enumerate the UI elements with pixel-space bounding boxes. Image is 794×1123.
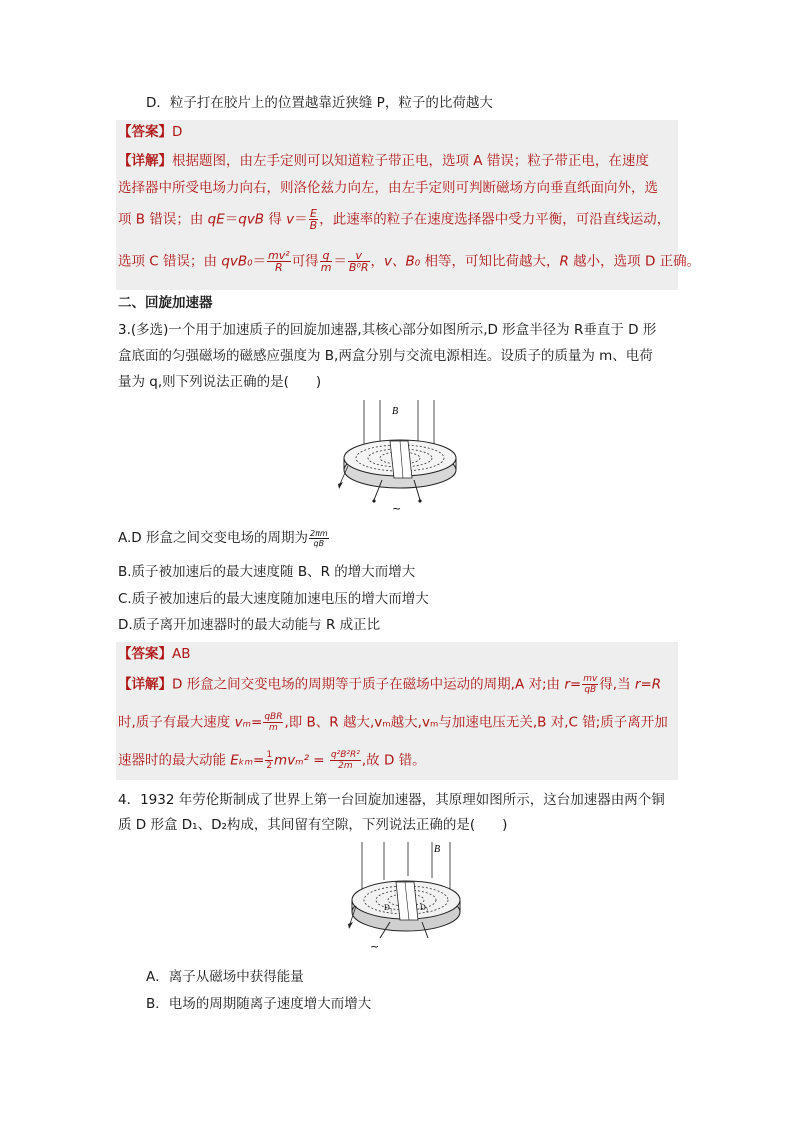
figure-label-b: B: [434, 844, 441, 855]
q3-option-b: B.质子被加速后的最大速度随 B、R 的增大而增大: [118, 564, 416, 580]
answer-1: [118, 122, 182, 142]
q3-option-a: A.D 形盒之间交变电场的周期为 $\frac{2\pi m}{qB}$: [118, 528, 328, 548]
q4-line-1: 4．1932 年劳伦斯制成了世界上第一台回旋加速器，其原理如图所示，这台加速器由两个铜: [118, 792, 665, 808]
figure-label-b: B: [392, 406, 399, 417]
q3-option-d: D.质子离开加速器时的最大动能与 R 成正比: [118, 617, 381, 633]
explain-2-line-1: 【详解】D 形盒之间交变电场的周期等于质子在磁场中运动的周期,A 对;由 r= $\frac{mv}{qB}$ 得,当 r=R: [118, 674, 662, 695]
q4-option-b: B．电场的周期随离子速度增大而增大: [146, 996, 372, 1012]
ac-symbol: ~: [370, 940, 380, 953]
answer-tag: 【答案】: [118, 124, 172, 140]
cyclotron-figure-2: [340, 838, 472, 954]
explain-2-line-3: 速器时的最大动能 Eₖₘ= $\frac{1}{2}$ mvₘ² = $\frac{\text{q²B²R²}}{2m}$ ,故 D 错。: [118, 750, 426, 771]
fraction: $\frac{2\pi m}{qB}$: [309, 528, 328, 548]
fraction: $\frac{E}{B}$: [309, 207, 318, 232]
explain-1-line-4: 选项 C 错误；由 qvB₀＝ $\frac{\text{mv²}}{R}$ 可得 $\frac{q}{m}$ ＝ $\frac{v}{\text{B⁰R}}$ ，v、B₀ 相等，可知比荷越大，R 越小，选项 D 正确。: [118, 249, 701, 274]
fraction: $\frac{\text{q²B²R²}}{2m}$: [330, 750, 360, 771]
q3-option-c: C.质子被加速后的最大速度随加速电压的增大而增大: [118, 591, 429, 607]
explain-1-line-1: 【详解】根据题图，由左手定则可以知道粒子带正电，选项 A 错误；粒子带正电，在速度: [118, 153, 649, 169]
fraction: $\frac{v}{\text{B⁰R}}$: [348, 249, 369, 274]
explain-1-line-2: 选择器中所受电场力向右，则洛伦兹力向左，由左手定则可判断磁场方向垂直纸面向外，选: [118, 180, 658, 196]
answer-band-1: [116, 120, 701, 290]
fraction: $\frac{1}{2}$: [266, 750, 273, 771]
section-title: 二、回旋加速器: [118, 295, 213, 311]
q3-line-1: 3.(多选)一个用于加速质子的回旋加速器,其核心部分如图所示,D 形盒半径为 R垂直于 D 形: [118, 322, 657, 338]
q3-line-2: 盒底面的匀强磁场的磁感应强度为 B,两盒分别与交流电源相连。设质子的质量为 m、电荷: [118, 348, 653, 364]
q4-line-2: 质 D 形盒 D₁、D₂构成，其间留有空隙，下列说法正确的是( ): [118, 817, 508, 833]
explain-1-line-3: 项 B 错误；由 qE＝qvB 得 v＝ $\frac{E}{B}$ ，此速率的粒子在速度选择器中受力平衡，可沿直线运动，: [118, 207, 671, 232]
answer-value: D: [172, 124, 183, 140]
fraction: $\frac{\text{mv²}}{R}$: [268, 249, 290, 274]
fraction: $\frac{\text{qBR}}{m}$: [264, 712, 283, 733]
q3-line-3: 量为 q,则下列说法正确的是( ): [118, 374, 322, 390]
answer-band-2: [116, 642, 678, 780]
cyclotron-figure-1: [330, 398, 470, 516]
ac-symbol: ~: [392, 502, 402, 515]
fraction: $\frac{mv}{qB}$: [583, 674, 598, 695]
explain-2-line-2: 时,质子有最大速度 vₘ= $\frac{\text{qBR}}{m}$ ,即 B、R 越大,vₘ越大,vₘ与加速电压无关,B 对,C 错;质子离开加: [118, 712, 668, 733]
figure-label-d1: D₁: [384, 903, 393, 912]
answer-2: 【答案】AB: [118, 646, 191, 662]
option-d-text: D．粒子打在胶片上的位置越靠近狭缝 P，粒子的比荷越大: [146, 95, 493, 111]
fraction: $\frac{q}{m}$: [320, 249, 332, 274]
figure-label-d2: D₂: [420, 903, 429, 912]
q4-option-a: A．离子从磁场中获得能量: [146, 969, 304, 985]
